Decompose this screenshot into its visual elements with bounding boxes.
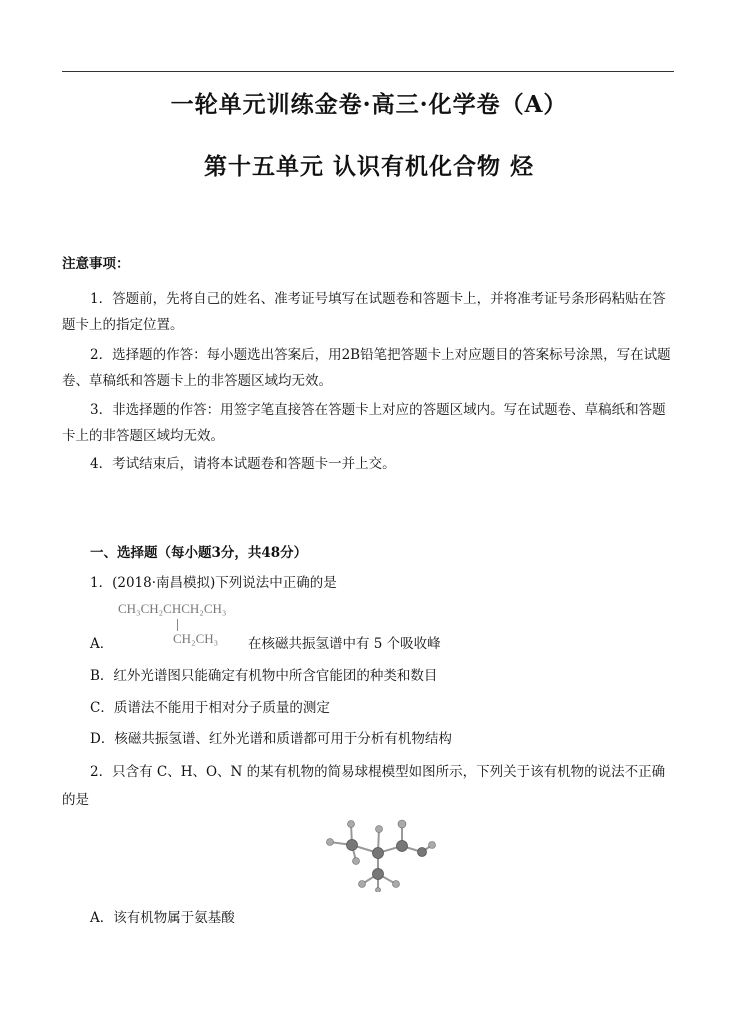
notice-heading: 注意事项： [62,256,130,272]
ball-and-stick-model-image [322,812,442,892]
q1-option-b: B．红外光谱图只能确定有机物中所含官能团的种类和数目 [90,668,438,684]
q1-option-a-text: 在核磁共振氢谱中有 5 个吸收峰 [248,636,441,652]
header-rule [62,71,674,72]
q2-stem: 2．只含有 C、H、O、N 的某有机物的简易球棍模型如图所示，下列关于该有机物的说法不正确 [90,764,666,780]
notice-item-3: 3．非选择题的作答：用签字笔直接答在答题卡上对应的答题区域内。写在试题卷、草稿纸和答题卡上的非答题区域均无效。 [62,402,666,444]
notice-item-2: 2．选择题的作答：每小题选出答案后，用2B铅笔把答题卡上对应题目的答案标号涂黑，写在试题卷、草稿纸和答题卡上的非答题区域均无效。 [62,347,671,389]
q1-option-a-label: A． [90,636,114,652]
q1-option-d: D．核磁共振氢谱、红外光谱和质谱都可用于分析有机物结构 [90,731,452,747]
notice-item-1: 1．答题前，先将自己的姓名、准考证号填写在试题卷和答题卡上，并将准考证号条形码粘贴在答题卡上的指定位置。 [62,291,666,333]
q1-option-c: C．质谱法不能用于相对分子质量的测定 [90,700,330,716]
q1-structural-formula [118,601,258,649]
formula-branch: CH₂CH₃ [173,631,219,646]
unit-title: 第十五单元 认识有机化合物 烃 [203,153,534,180]
formula-bond [177,619,178,631]
q2-stem-cont: 的是 [62,792,89,808]
exam-title: 一轮单元训练金卷·高三·化学卷（A） [170,91,568,118]
q1-stem: 1．(2018·南昌模拟)下列说法中正确的是 [90,575,337,591]
section-heading: 一、选择题（每小题3分，共48分） [90,545,308,561]
notice-item-4: 4．考试结束后，请将本试题卷和答题卡一并上交。 [90,456,396,472]
q2-option-a: A．该有机物属于氨基酸 [90,910,235,926]
formula-main-chain: CH₃CH₂CHCH₂CH₃ [118,601,227,616]
